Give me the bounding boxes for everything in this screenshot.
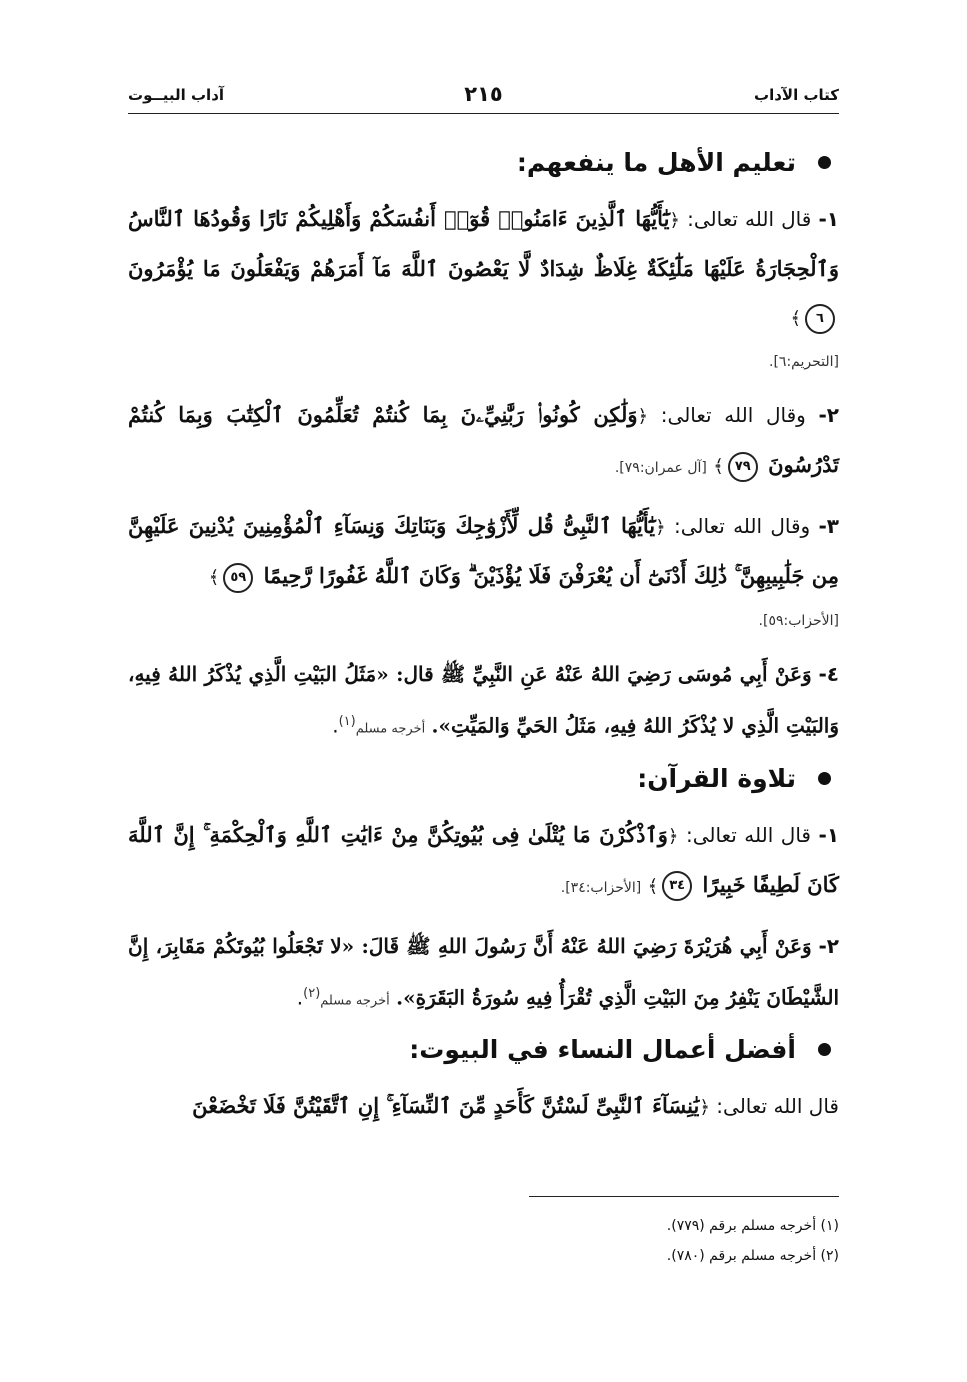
verse-reference: [التحريم:٦].: [769, 354, 839, 370]
quran-verse: يَٰٓأَيُّهَا ٱلَّذِينَ ءَامَنُوا۟ قُوٓا۟ أَنفُسَكُمْ وَأَهْلِيكُمْ نَارًا وَقُودُهَا ٱلنَّاسُ وَٱلْحِجَارَةُ عَلَيْهَا مَلَٰٓئِكَةٌ غِلَاظٌ شِدَادٌ لَّا يَعْصُونَ ٱللَّهَ مَآ أَمَرَهُمْ وَيَفْعَلُونَ مَا يُؤْمَرُونَ: [128, 206, 839, 281]
quran-close-bracket-icon: ﴾: [647, 875, 659, 897]
bullet-icon: [818, 156, 831, 169]
quran-open-bracket-icon: ﴿: [699, 1097, 710, 1119]
quran-close-bracket-icon: ﴾: [790, 308, 801, 329]
quran-open-bracket-icon: ﴿: [669, 210, 680, 231]
quran-close-bracket-icon: ﴾: [713, 456, 724, 477]
hadith-text: وَعَنْ أَبِي هُرَيْرَةَ رَضِيَ اللهُ عَنْهُ أَنَّ رَسُولَ اللهِ ﷺ قَالَ: «لا تَجْعَلُوا بُيُوتَكُمْ مَقَابِرَ، إِنَّ الشَّيْطَانَ يَنْفِرُ مِنَ البَيْتِ الَّذِي تُقْرَأُ فِيهِ سُورَةُ البَقَرَةِ».: [128, 933, 839, 1010]
hadith-source: أخرجه مسلم: [355, 721, 426, 737]
quran-verse: يَٰنِسَآءَ ٱلنَّبِىِّ لَسْتُنَّ كَأَحَدٍ مِّنَ ٱلنِّسَآءِ ۚ إِنِ ٱتَّقَيْتُنَّ فَلَا تَخْضَعْنَ: [192, 1093, 700, 1119]
bullet-icon: [818, 1043, 831, 1056]
ayah-number-icon: ٥٩: [223, 563, 253, 593]
list-item: ٢- وَعَنْ أَبِي هُرَيْرَةَ رَضِيَ اللهُ عَنْهُ أَنَّ رَسُولَ اللهِ ﷺ قَالَ: «لا تَجْعَلُوا بُيُوتَكُمْ مَقَابِرَ، إِنَّ الشَّيْطَانَ يَنْفِرُ مِنَ البَيْتِ الَّذِي تُقْرَأُ فِيهِ سُورَةُ البَقَرَةِ». أخرجه مسلم$^{(٢)}$.: [128, 933, 839, 1010]
section-title-text: تلاوة القرآن:: [637, 763, 796, 793]
list-item: [128, 391, 839, 492]
quran-open-bracket-icon: ﴿: [667, 825, 679, 847]
section-title-text: أفضل أعمال النساء في البيوت:: [409, 1035, 796, 1065]
item-intro: وقال الله تعالى:: [660, 403, 806, 427]
list-item: [128, 502, 839, 602]
section-heading: [128, 764, 839, 793]
quran-verse: يَٰٓأَيُّهَا ٱلنَّبِىُّ قُل لِّأَزْوَٰجِكَ وَبَنَاتِكَ وَنِسَآءِ ٱلْمُؤْمِنِينَ يُدْنِينَ عَلَيْهِنَّ مِن جَلَٰبِيبِهِنَّ ۚ ذَٰلِكَ أَدْنَىٰٓ أَن يُعْرَفْنَ فَلَا يُؤْذَيْنَ ۗ وَكَانَ ٱللَّهُ غَفُورًا رَّحِيمًا: [128, 513, 839, 588]
verse-reference: [الأحزاب:٥٩].: [758, 613, 839, 629]
list-item: [128, 811, 839, 912]
footnote-2: (٢) أخرجه مسلم برقم (٧٨٠).: [666, 1248, 839, 1264]
page-body: [128, 140, 839, 1142]
section-title-text: تعليم الأهل ما ينفعهم:: [516, 148, 796, 177]
item-number: ٣-: [818, 514, 839, 538]
list-item: [128, 195, 839, 343]
ayah-number-icon: ٧٩: [728, 452, 758, 482]
quran-close-bracket-icon: ﴾: [208, 567, 220, 588]
list-item: [128, 1082, 839, 1132]
footnote-1: (١) أخرجه مسلم برقم (٧٧٩).: [666, 1218, 839, 1234]
ayah-number-icon: ٦: [805, 304, 835, 334]
item-intro: قال الله تعالى:: [716, 1094, 839, 1119]
item-intro: وقال الله تعالى:: [673, 514, 811, 538]
item-number: ٢-: [818, 403, 840, 427]
chapter-title: آداب البيــوت: [128, 86, 225, 104]
quran-verse: وَلَٰكِن كُونُوا۟ رَبَّٰنِيِّۦنَ بِمَا كُنتُمْ تُعَلِّمُونَ ٱلْكِتَٰبَ وَبِمَا كُنتُمْ تَدْرُسُونَ: [128, 402, 839, 477]
item-number: ٤-: [818, 662, 840, 686]
page-header: [128, 82, 839, 112]
hadith-text: وَعَنْ أَبِي مُوسَى رَضِيَ اللهُ عَنْهُ عَنِ النَّبِيِّ ﷺ قال: «مَثَلُ البَيْتِ الَّذِي يُذْكَرُ اللهُ فِيهِ، وَالبَيْتِ الَّذِي لا يُذْكَرُ اللهُ فِيهِ، مَثَلُ الحَيِّ وَالمَيِّتِ».: [128, 662, 839, 738]
list-item: ٤- وَعَنْ أَبِي مُوسَى رَضِيَ اللهُ عَنْهُ عَنِ النَّبِيِّ ﷺ قال: «مَثَلُ البَيْتِ الَّذِي يُذْكَرُ اللهُ فِيهِ، وَالبَيْتِ الَّذِي لا يُذْكَرُ اللهُ فِيهِ، مَثَلُ الحَيِّ وَالمَيِّتِ». أخرجه مسلم$^{(١)}$.: [128, 662, 840, 738]
footnote-marker[interactable]: (١): [338, 714, 356, 729]
footnote-marker[interactable]: (٢): [303, 985, 321, 1001]
page-number: ٢١٥: [464, 82, 503, 106]
quran-open-bracket-icon: ﴿: [637, 406, 649, 427]
book-title: كتاب الآداب: [754, 86, 839, 104]
quran-open-bracket-icon: ﴿: [655, 517, 666, 538]
bullet-icon: [818, 772, 831, 785]
item-intro: قال الله تعالى:: [687, 207, 812, 231]
section-heading: [128, 1035, 839, 1064]
ayah-number-icon: ٣٤: [662, 871, 692, 901]
item-number: ١-: [818, 822, 840, 847]
hadith-source: أخرجه مسلم: [320, 993, 390, 1009]
item-intro: قال الله تعالى:: [685, 822, 811, 847]
header-divider: [128, 113, 839, 114]
quran-verse: وَٱذْكُرْنَ مَا يُتْلَىٰ فِى بُيُوتِكُنَّ مِنْ ءَايَٰتِ ٱللَّهِ وَٱلْحِكْمَةِ ۚ إِنَّ ٱللَّهَ كَانَ لَطِيفًا خَبِيرًا: [128, 821, 839, 897]
item-number: ٢-: [818, 933, 839, 958]
item-number: ١-: [818, 207, 839, 231]
section-heading: [128, 148, 839, 177]
footnotes: [529, 1196, 839, 1271]
verse-reference: [آل عمران:٧٩].: [614, 460, 707, 476]
verse-reference: [الأحزاب:٣٤].: [560, 879, 642, 896]
